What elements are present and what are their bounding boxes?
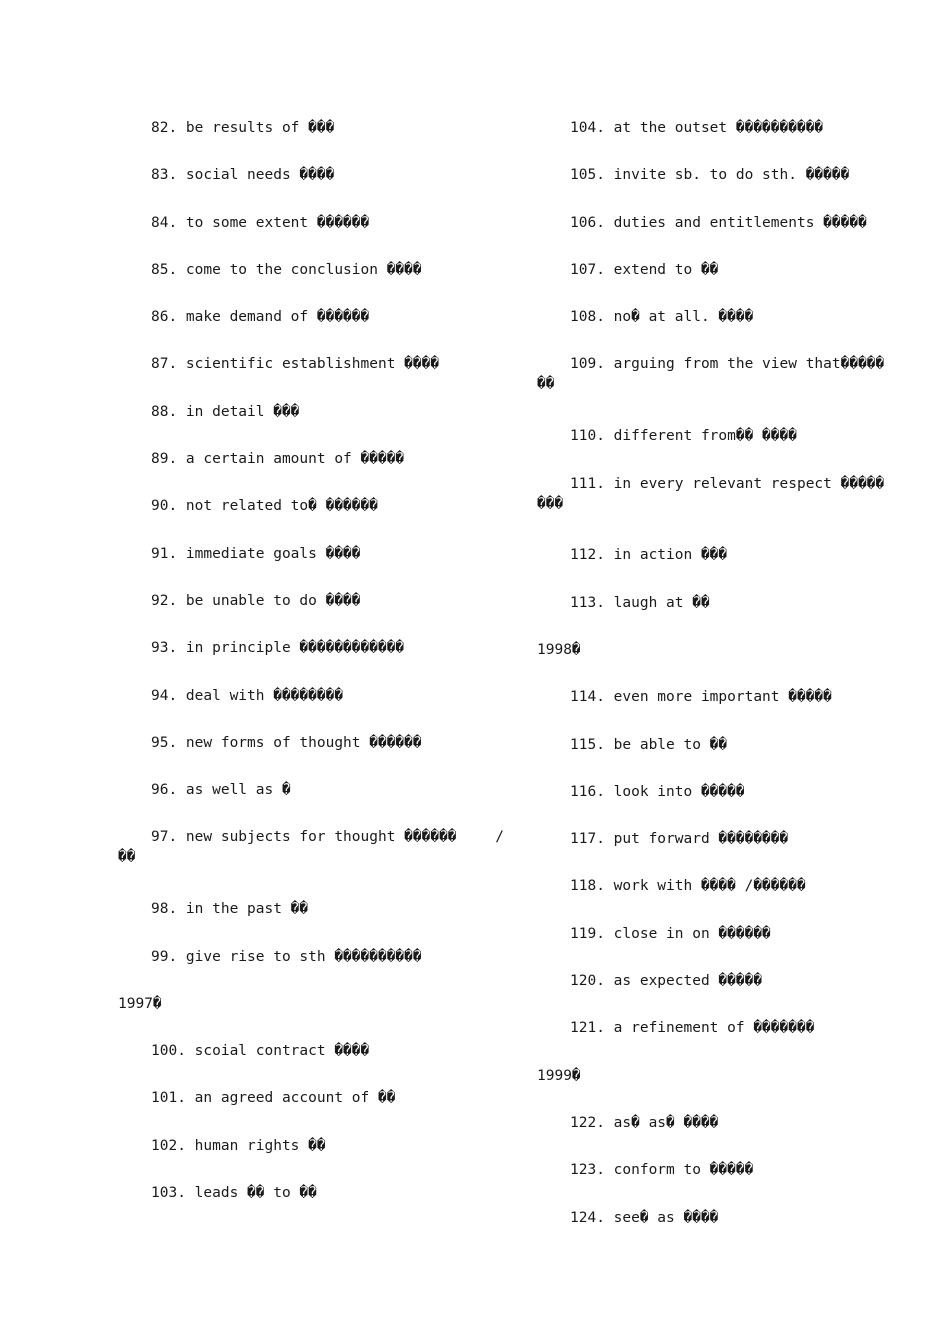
vocab-entry-text: 102. human rights ��: [151, 1137, 326, 1154]
vocab-entry-continuation: ��: [118, 849, 136, 866]
vocab-entry-text: 103. leads �� to ��: [151, 1185, 317, 1202]
vocab-entry-text: 84. to some extent ������: [151, 214, 370, 231]
vocab-entry: [537, 213, 887, 260]
vocab-entry: [537, 307, 887, 354]
vocab-entry-text: 118. work with ���� /������: [570, 878, 806, 895]
vocab-entry-text: 83. social needs ����: [151, 167, 335, 184]
vocab-entry: [118, 449, 518, 496]
vocab-entry-text: 93. in principle ������������: [151, 640, 405, 657]
vocab-entry: [537, 1113, 887, 1160]
vocab-entry-text: 99. give rise to sth ����������: [151, 948, 422, 965]
vocab-entry-text: 121. a refinement of �������: [570, 1020, 815, 1037]
vocab-entry: [118, 686, 518, 733]
vocab-entry-text: 88. in detail ���: [151, 403, 300, 420]
vocab-entry-text: 116. look into �����: [570, 783, 745, 800]
vocab-entry-text: 112. in action ���: [570, 547, 728, 564]
vocab-entry-text: 111. in every relevant respect �����: [570, 475, 885, 492]
vocab-entry-text: 98. in the past ��: [151, 901, 309, 918]
vocab-entry-text: 89. a certain amount of �����: [151, 451, 405, 468]
vocab-entry-text: 104. at the outset ����������: [570, 120, 824, 136]
vocab-entry: [118, 165, 518, 212]
vocab-entry: [118, 260, 518, 307]
vocab-entry-continuation: ��: [537, 376, 555, 393]
vocab-entry: [537, 165, 887, 212]
vocab-entry-text: 107. extend to ��: [570, 261, 719, 278]
vocab-entry: [118, 496, 518, 543]
vocab-entry: [118, 307, 518, 354]
vocab-entry: [118, 638, 518, 685]
vocab-entry: [118, 1183, 518, 1230]
vocab-entry: [118, 780, 518, 827]
vocab-entry: [118, 544, 518, 591]
vocab-entry: [118, 213, 518, 260]
vocab-entry: [537, 971, 887, 1018]
vocab-entry: [537, 735, 887, 782]
vocab-entry-text: 85. come to the conclusion ����: [151, 261, 422, 278]
vocab-entry-continuation: ���: [537, 495, 564, 512]
vocab-entry-text: 120. as expected �����: [570, 973, 763, 990]
year-heading: 1997�: [118, 995, 162, 1012]
vocab-entry: [537, 354, 887, 426]
vocab-entry-text: 87. scientific establishment ����: [151, 356, 440, 373]
vocab-entry: [118, 591, 518, 638]
vocab-entry: [118, 354, 518, 401]
vocab-entry-text: 91. immediate goals ����: [151, 545, 361, 562]
vocab-entry-text: 110. different from�� ����: [570, 428, 797, 445]
vocab-entry: [537, 426, 887, 473]
vocab-entry-text: 108. no� at all. ����: [570, 309, 754, 326]
year-heading: 1998�: [537, 641, 581, 658]
vocab-entry-text: 114. even more important �����: [570, 689, 832, 706]
vocab-entry: [118, 827, 518, 899]
vocab-entry-text: 124. see� as ����: [570, 1209, 719, 1226]
vocab-entry-text: 82. be results of ���: [151, 120, 335, 136]
vocab-entry-text: 94. deal with ��������: [151, 687, 344, 704]
vocab-entry-text: 95. new forms of thought ������: [151, 734, 422, 751]
vocab-entry: [118, 118, 518, 165]
vocab-entry: [118, 402, 518, 449]
vocab-entry: [537, 829, 887, 876]
vocab-entry: [537, 924, 887, 971]
vocab-entry-text: 122. as� as� ����: [570, 1114, 719, 1131]
vocab-entry: [118, 1136, 518, 1183]
vocab-entry: [537, 545, 887, 592]
vocab-entry: [118, 899, 518, 946]
vocab-entry: [537, 876, 887, 923]
left-column: [118, 118, 518, 1230]
vocab-entry-text: 97. new subjects for thought ������: [151, 829, 457, 846]
vocab-entry: [537, 1160, 887, 1207]
right-column: [537, 118, 887, 1255]
slash-separator: /: [495, 829, 504, 846]
vocab-entry-text: 123. conform to �����: [570, 1162, 754, 1179]
vocab-entry-text: 113. laugh at ��: [570, 594, 710, 611]
vocab-entry: [537, 593, 887, 640]
year-heading: 1999�: [537, 1067, 581, 1084]
vocab-entry-text: 90. not related to� ������: [151, 498, 378, 515]
vocab-entry-text: 119. close in on ������: [570, 925, 771, 942]
vocab-entry: [537, 1018, 887, 1065]
vocab-entry: [537, 118, 887, 165]
vocab-entry: [537, 474, 887, 546]
vocab-entry-text: 96. as well as �: [151, 782, 291, 799]
vocab-entry: [537, 260, 887, 307]
vocab-entry-text: 109. arguing from the view that�����: [570, 356, 885, 373]
vocab-entry-text: 92. be unable to do ����: [151, 592, 361, 609]
vocab-entry-text: 117. put forward ��������: [570, 831, 789, 848]
vocab-entry: [118, 947, 518, 994]
vocab-entry: [118, 733, 518, 780]
vocab-entry: [537, 687, 887, 734]
vocab-entry-text: 115. be able to ��: [570, 736, 728, 753]
vocab-entry: [537, 782, 887, 829]
vocab-entry: [537, 1208, 887, 1255]
vocab-entry-text: 105. invite sb. to do sth. �����: [570, 167, 850, 184]
vocab-entry-text: 100. scoial contract ����: [151, 1043, 370, 1060]
vocab-entry: [118, 1088, 518, 1135]
vocab-entry-text: 106. duties and entitlements �����: [570, 214, 867, 231]
vocab-entry-text: 86. make demand of ������: [151, 309, 370, 326]
vocab-entry-text: 101. an agreed account of ��: [151, 1090, 396, 1107]
vocab-entry: [118, 1041, 518, 1088]
